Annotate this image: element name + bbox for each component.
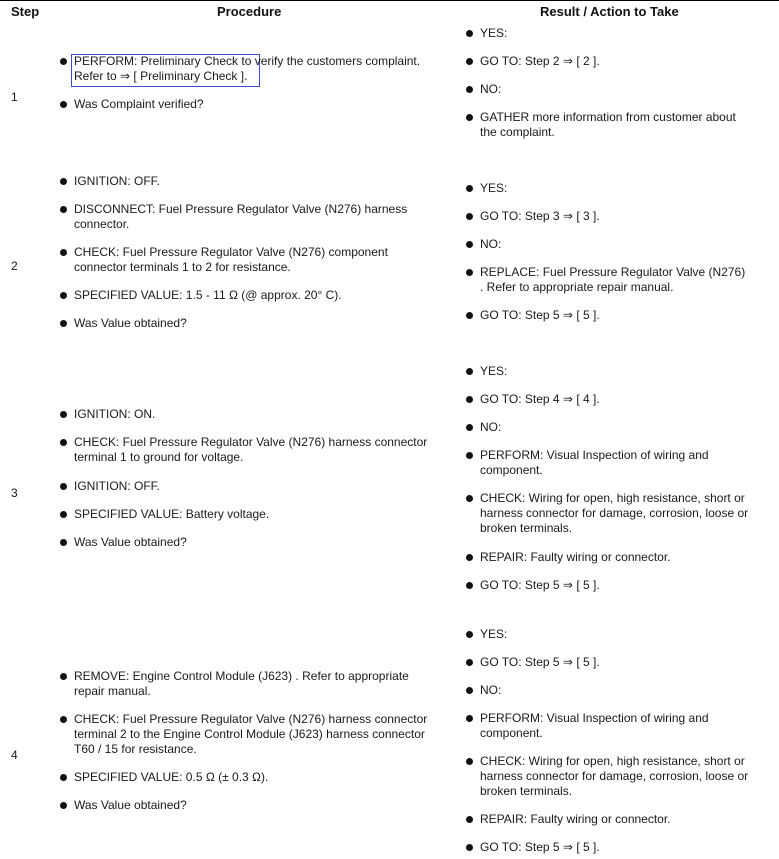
result-item [480, 812, 671, 827]
result-text: NO: [480, 683, 502, 697]
result-text: YES: [480, 627, 508, 641]
result-text: the complaint. [480, 125, 555, 139]
procedure-text: repair manual. [74, 684, 151, 698]
result-item [480, 181, 507, 196]
procedure-item [74, 407, 155, 422]
result-text: broken terminals. [480, 784, 573, 798]
procedure-text: terminal 1 to ground for voltage. [74, 450, 244, 464]
result-item[interactable] [480, 209, 600, 224]
result-text[interactable]: GO TO: Step 5 ⇒ [ 5 ]. [480, 655, 600, 669]
result-item [480, 364, 507, 379]
result-text: CHECK: Wiring for open, high resistance, short or [480, 754, 745, 768]
procedure-text: Was Value obtained? [74, 798, 187, 812]
result-item [480, 683, 501, 698]
result-text: CHECK: Wiring for open, high resistance, short or [480, 491, 745, 505]
result-item [480, 82, 501, 97]
procedure-text: CHECK: Fuel Pressure Regulator Valve (N276) harness connector [74, 435, 428, 449]
result-text: component. [480, 463, 543, 477]
procedure-text: DISCONNECT: Fuel Pressure Regulator Valve (N276) harness [74, 202, 408, 216]
procedure-text: Was Value obtained? [74, 316, 187, 330]
result-text: . Refer to appropriate repair manual. [480, 280, 674, 294]
result-item [480, 26, 507, 41]
header-result: Result / Action to Take [540, 4, 679, 19]
procedure-item [74, 798, 187, 813]
result-text[interactable]: GO TO: Step 5 ⇒ [ 5 ]. [480, 840, 600, 854]
result-text[interactable]: GO TO: Step 5 ⇒ [ 5 ]. [480, 308, 600, 322]
header-procedure: Procedure [217, 4, 282, 19]
result-text: YES: [480, 364, 508, 378]
procedure-text: CHECK: Fuel Pressure Regulator Valve (N276) component [74, 245, 388, 259]
procedure-text: connector. [74, 217, 130, 231]
procedure-item [74, 288, 342, 303]
result-item [480, 550, 671, 565]
step-number: 4 [11, 748, 18, 762]
result-text: PERFORM: Visual Inspection of wiring and [480, 711, 709, 725]
result-text: component. [480, 726, 543, 740]
procedure-item [74, 174, 160, 189]
procedure-item [74, 770, 268, 785]
result-text: broken terminals. [480, 521, 573, 535]
procedure-text: connector terminals 1 to 2 for resistance. [74, 260, 291, 274]
result-text: NO: [480, 82, 502, 96]
result-item[interactable] [480, 578, 600, 593]
step-number: 3 [11, 486, 18, 500]
result-item[interactable] [480, 840, 600, 855]
result-text[interactable]: GO TO: Step 5 ⇒ [ 5 ]. [480, 578, 600, 592]
procedure-text: Was Complaint verified? [74, 97, 204, 111]
procedure-item [74, 316, 187, 331]
result-text[interactable]: GO TO: Step 3 ⇒ [ 3 ]. [480, 209, 600, 223]
procedure-item [74, 712, 427, 757]
result-item [480, 711, 709, 741]
procedure-item [74, 507, 269, 522]
result-text: NO: [480, 420, 502, 434]
procedure-text: Was Value obtained? [74, 535, 187, 549]
result-item [480, 265, 745, 295]
result-item [480, 237, 501, 252]
result-item[interactable] [480, 308, 600, 323]
result-text: REPAIR: Faulty wiring or connector. [480, 550, 671, 564]
result-item [480, 420, 501, 435]
result-text: YES: [480, 181, 508, 195]
procedure-text: SPECIFIED VALUE: Battery voltage. [74, 507, 270, 521]
procedure-link-text[interactable]: PERFORM: Preliminary Check to verify the customers complaint. [74, 54, 421, 68]
result-text: GATHER more information from customer about [480, 110, 736, 124]
procedure-link-text[interactable]: Refer to ⇒ [ Preliminary Check ]. [74, 69, 248, 83]
result-item [480, 754, 748, 799]
result-item [480, 627, 507, 642]
result-text: REPAIR: Faulty wiring or connector. [480, 812, 671, 826]
procedure-item [74, 535, 187, 550]
procedure-item [74, 245, 388, 275]
procedure-text: CHECK: Fuel Pressure Regulator Valve (N276) harness connector [74, 712, 428, 726]
result-item[interactable] [480, 655, 600, 670]
result-text: PERFORM: Visual Inspection of wiring and [480, 448, 709, 462]
result-text: NO: [480, 237, 502, 251]
result-item [480, 110, 736, 140]
result-item[interactable] [480, 54, 600, 69]
result-text: harness connector for damage, corrosion, loose or [480, 506, 749, 520]
result-item[interactable] [480, 392, 600, 407]
result-text: harness connector for damage, corrosion, loose or [480, 769, 749, 783]
procedure-item [74, 479, 160, 494]
result-text: REPLACE: Fuel Pressure Regulator Valve (N276) [480, 265, 746, 279]
procedure-text: SPECIFIED VALUE: 0.5 Ω (± 0.3 Ω). [74, 770, 269, 784]
procedure-item [74, 435, 427, 465]
procedure-text: IGNITION: OFF. [74, 479, 160, 493]
table-top-border [0, 0, 779, 1]
step-number: 1 [11, 90, 18, 104]
result-text[interactable]: GO TO: Step 2 ⇒ [ 2 ]. [480, 54, 600, 68]
step-number: 2 [11, 259, 18, 273]
procedure-text: REMOVE: Engine Control Module (J623) . Refer to appropriate [74, 669, 409, 683]
procedure-text: IGNITION: ON. [74, 407, 156, 421]
procedure-item [74, 97, 204, 112]
procedure-text: T60 / 15 for resistance. [74, 742, 197, 756]
procedure-text: IGNITION: OFF. [74, 174, 160, 188]
result-text[interactable]: GO TO: Step 4 ⇒ [ 4 ]. [480, 392, 600, 406]
procedure-item [74, 669, 409, 699]
result-text: YES: [480, 26, 508, 40]
result-item [480, 448, 709, 478]
procedure-item [74, 54, 420, 84]
header-step: Step [11, 4, 40, 19]
procedure-item [74, 202, 407, 232]
result-item [480, 491, 748, 536]
procedure-text: terminal 2 to the Engine Control Module (J623) harness connector [74, 727, 425, 741]
procedure-text: SPECIFIED VALUE: 1.5 - 11 Ω (@ approx. 20° C). [74, 288, 342, 302]
